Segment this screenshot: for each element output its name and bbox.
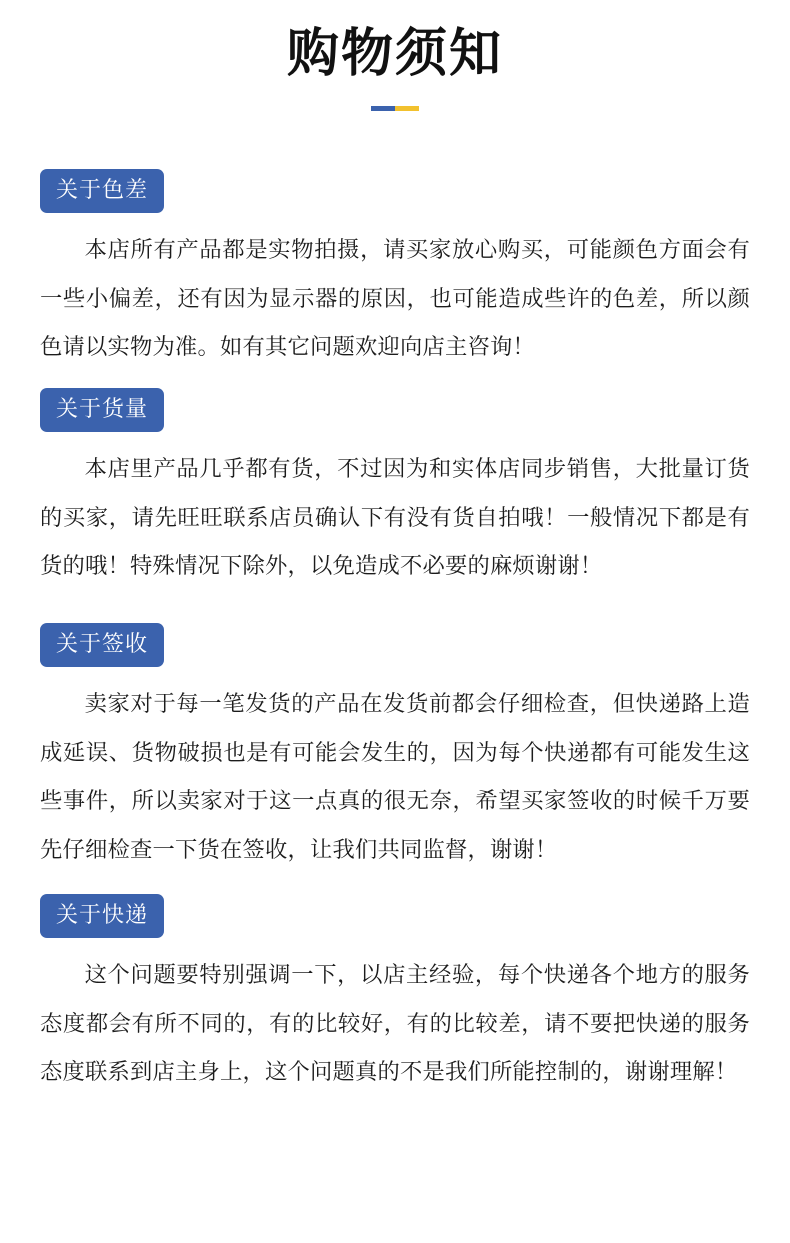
section-heading-badge: 关于快递 bbox=[40, 894, 164, 938]
underline-yellow-segment bbox=[395, 106, 419, 111]
section-heading-badge: 关于货量 bbox=[40, 388, 164, 432]
section-body-text: 这个问题要特别强调一下，以店主经验，每个快递各个地方的服务态度都会有所不同的，有的比较好，有的比较差，请不要把快递的服务态度联系到店主身上，这个问题真的不是我们所能控制的，谢谢理解！ bbox=[40, 962, 750, 1085]
section-heading-badge: 关于签收 bbox=[40, 623, 164, 667]
page-title: 购物须知 bbox=[286, 24, 503, 84]
underline-blue-segment bbox=[371, 106, 395, 111]
section-body-text: 本店所有产品都是实物拍摄，请买家放心购买，可能颜色方面会有一些小偏差，还有因为显示器的原因，也可能造成些许的色差，所以颜色请以实物为准。如有其它问题欢迎向店主咨询！ bbox=[40, 237, 750, 360]
section-body-text: 卖家对于每一笔发货的产品在发货前都会仔细检查，但快递路上造成延误、货物破损也是有可能会发生的，因为每个快递都有可能发生这些事件，所以卖家对于这一点真的很无奈，希望买家签收的时候千万要先仔细检查一下货在签收，让我们共同监督，谢谢！ bbox=[40, 691, 750, 863]
section-body-text: 本店里产品几乎都有货，不过因为和实体店同步销售，大批量订货的买家，请先旺旺联系店员确认下有没有货自拍哦！一般情况下都是有货的哦！特殊情况下除外，以免造成不必要的麻烦谢谢！ bbox=[40, 456, 750, 579]
section-heading-badge: 关于色差 bbox=[40, 169, 164, 213]
title-underline bbox=[371, 106, 419, 111]
